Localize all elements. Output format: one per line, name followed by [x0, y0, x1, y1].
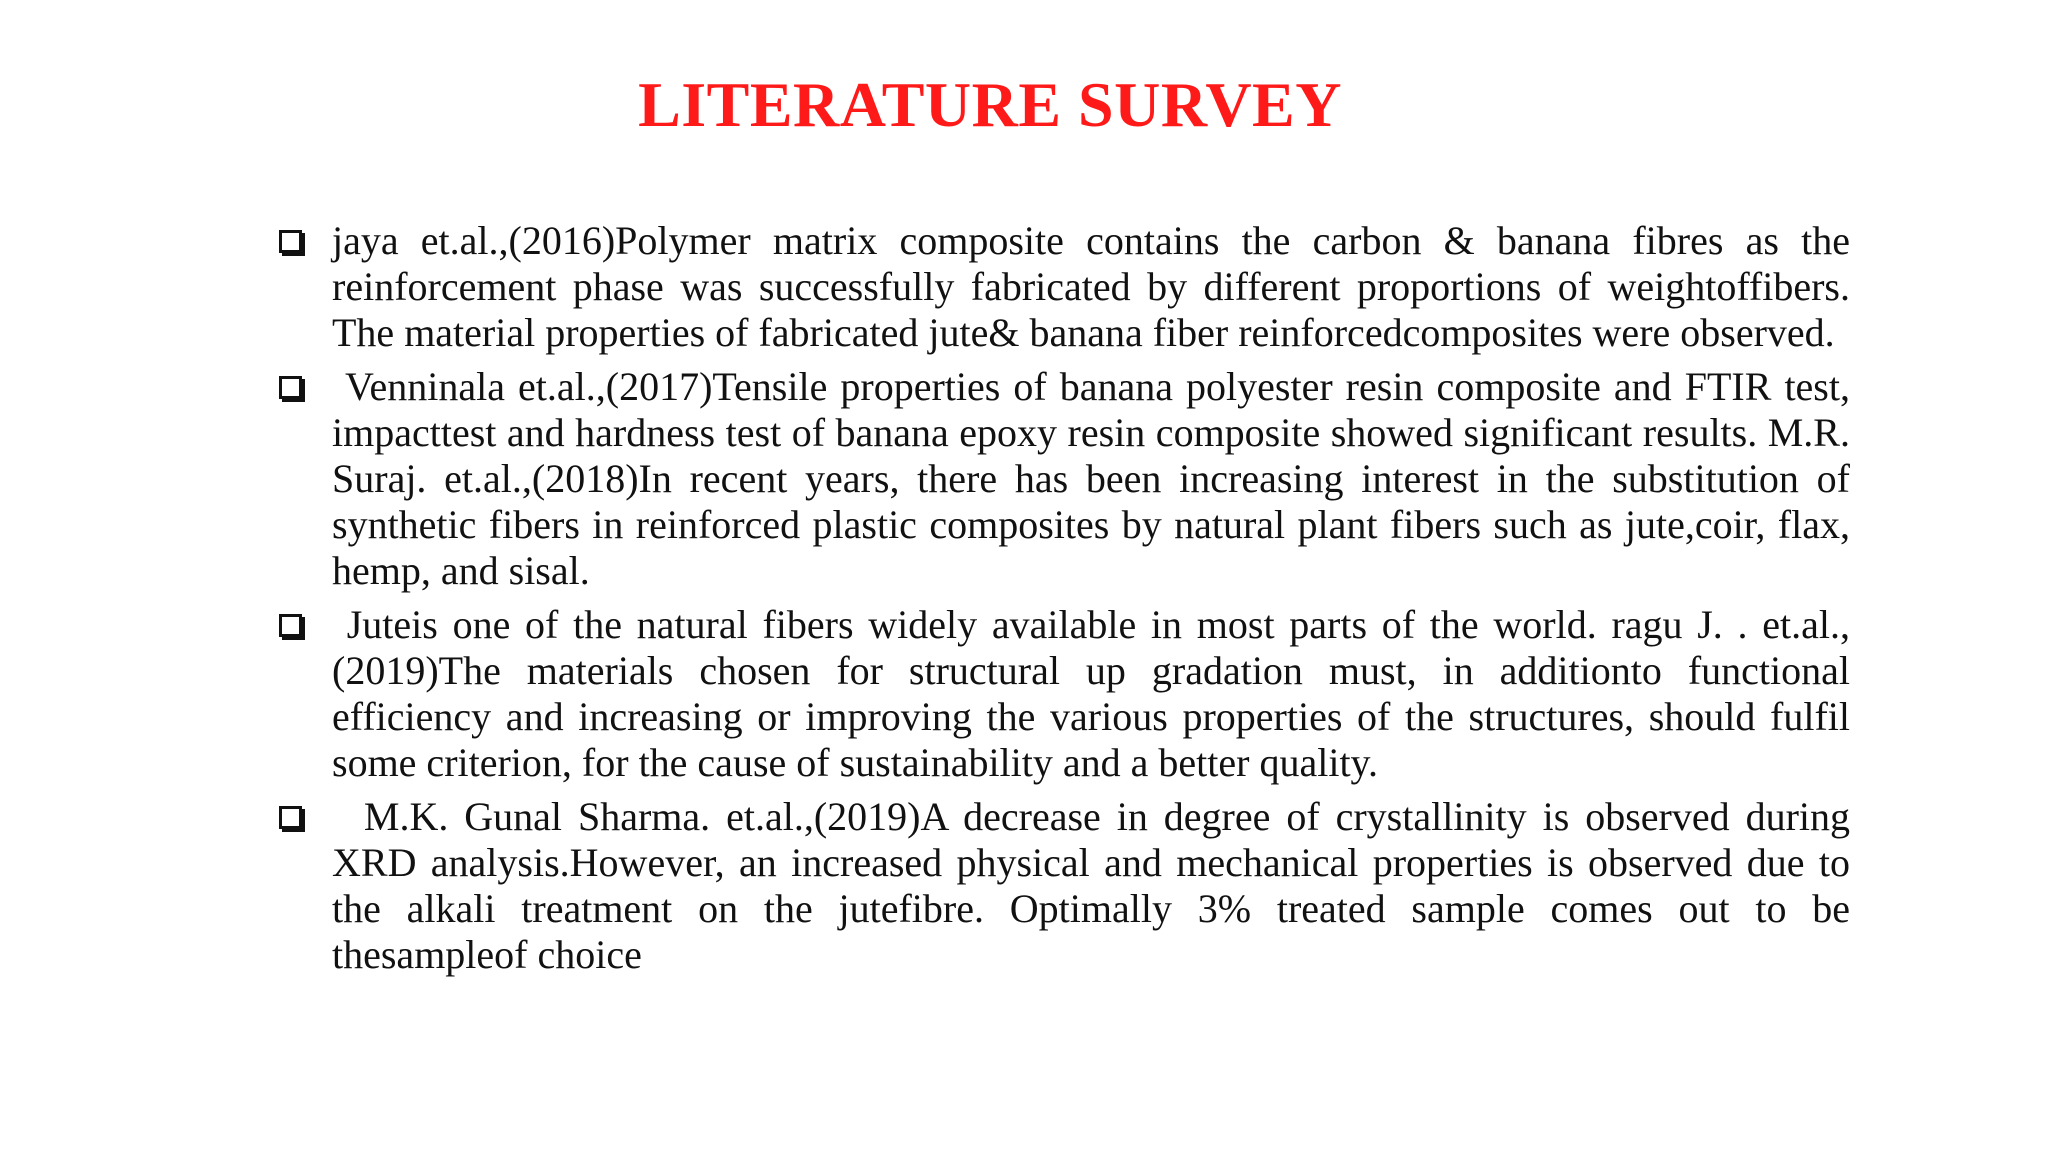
checkbox-icon: [279, 230, 302, 253]
bullet-item: [275, 218, 1850, 356]
bullet-item: [275, 794, 1850, 978]
bullet-item: [275, 602, 1850, 786]
checkbox-icon: [279, 806, 302, 829]
bullet-list: [275, 218, 1850, 986]
bullet-text: jaya et.al.,(2016)Polymer matrix composite contains the carbon & banana fibres as the reinforcement phase was successfully fabricated by different proportions of weightoffibers. The material properties of fabricated jute& banana fiber reinforcedcomposites were observed.: [332, 218, 1850, 355]
bullet-text: Juteis one of the natural fibers widely available in most parts of the world. ragu J. . et.al.,(2019)The materials chosen for structural up gradation must, in additionto functional efficiency and increasing or improving the various properties of the structures, should fulfil some criterion, for the cause of sustainability and a better quality.: [332, 602, 1850, 785]
bullet-item: [275, 364, 1850, 594]
slide-title: LITERATURE SURVEY: [638, 69, 1342, 140]
bullet-text: Venninala et.al.,(2017)Tensile properties of banana polyester resin composite and FTIR test, impacttest and hardness test of banana epoxy resin composite showed significant results. M.R. Suraj. et.al.,(2018)In recent years, there has been increasing interest in the substitution of synthetic fibers in reinforced plastic composites by natural plant fibers such as jute,coir, flax, hemp, and sisal.: [332, 364, 1850, 593]
checkbox-icon: [279, 376, 302, 399]
checkbox-icon: [279, 614, 302, 637]
bullet-text: M.K. Gunal Sharma. et.al.,(2019)A decrease in degree of crystallinity is observed during XRD analysis.However, an increased physical and mechanical properties is observed due to the alkali treatment on the jutefibre. Optimally 3% treated sample comes out to be thesampleof choice: [332, 794, 1850, 977]
